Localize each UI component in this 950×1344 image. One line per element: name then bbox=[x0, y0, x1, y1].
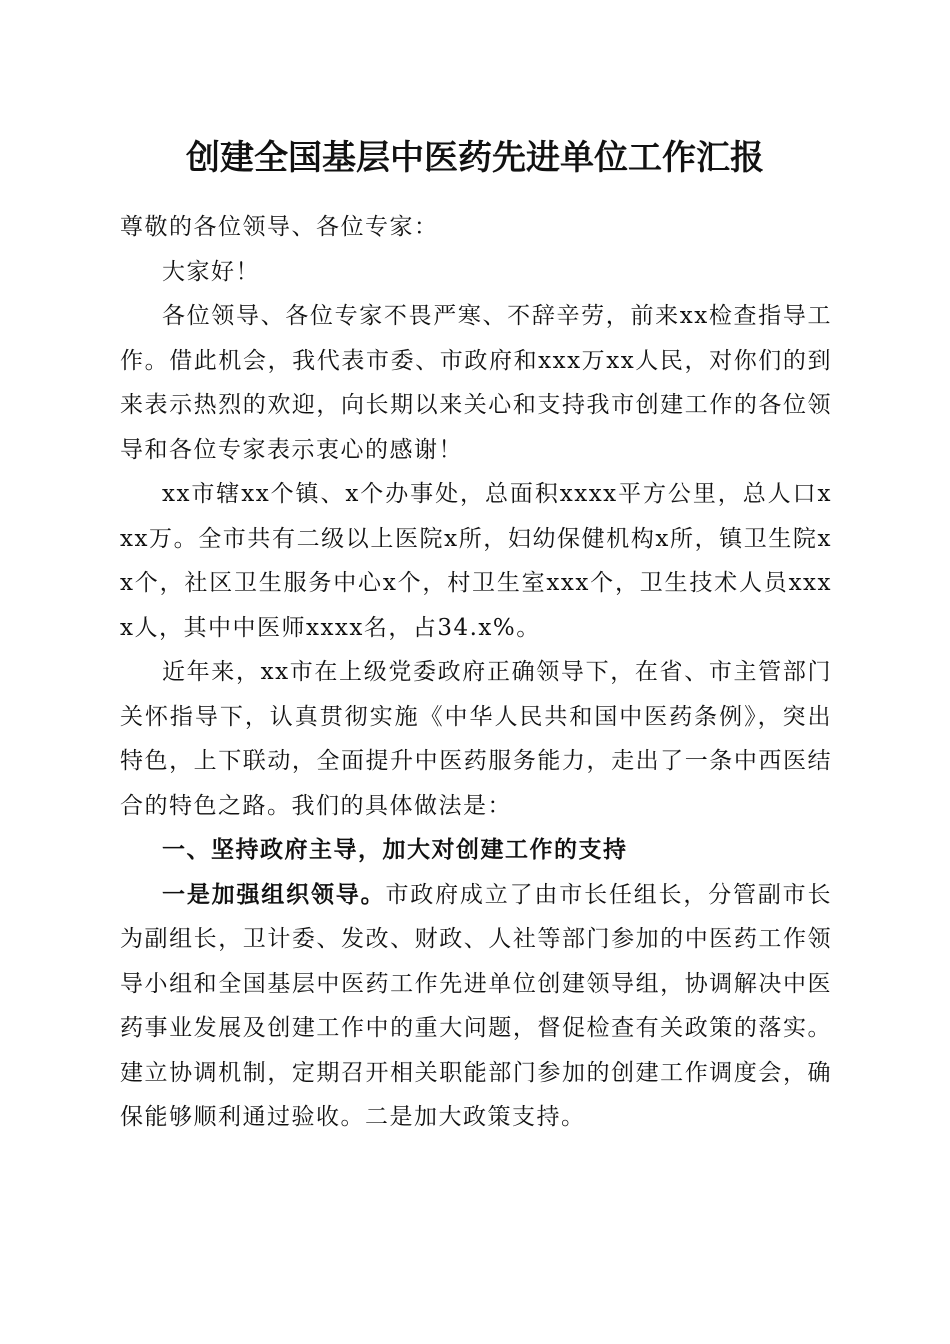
paragraph-overview: xx市辖xx个镇、x个办事处，总面积xxxx平方公里，总人口xxx万。全市共有二级以上医院x所，妇幼保健机构x所，镇卫生院xx个，社区卫生服务中心x个，村卫生室xxx个，卫生技术人员xxxx人，其中中医师xxxx名，占34.x%。 bbox=[120, 481, 832, 641]
section-lead: 一是加强组织领导。 bbox=[162, 880, 386, 908]
document-title: 创建全国基层中医药先进单位工作汇报 bbox=[186, 138, 764, 178]
paragraph-intro: 近年来，xx市在上级党委政府正确领导下，在省、市主管部门关怀指导下，认真贯彻实施《中华人民共和国中医药条例》，突出特色，上下联动，全面提升中医药服务能力，走出了一条中西医结合的特色之路。我们的具体做法是： bbox=[120, 659, 832, 819]
section-paragraph bbox=[120, 873, 832, 1140]
document-body bbox=[120, 205, 832, 1140]
paragraph-welcome: 各位领导、各位专家不畏严寒、不辞辛劳，前来xx检查指导工作。借此机会，我代表市委、市政府和xxx万xx人民，对你们的到来表示热烈的欢迎，向长期以来关心和支持我市创建工作的各位领导和各位专家表示衷心的感谢！ bbox=[120, 303, 832, 463]
section-body: 市政府成立了由市长任组长，分管副市长为副组长，卫计委、发改、财政、人社等部门参加的中医药工作领导小组和全国基层中医药工作先进单位创建领导组，协调解决中医药事业发展及创建工作中的重大问题，督促检查有关政策的落实。建立协调机制，定期召开相关职能部门参加的创建工作调度会，确保能够顺利通过验收。二是加大政策支持。 bbox=[120, 881, 833, 1130]
section-heading: 一、坚持政府主导，加大对创建工作的支持 bbox=[162, 837, 628, 863]
salutation: 尊敬的各位领导、各位专家： bbox=[120, 214, 439, 240]
greeting: 大家好！ bbox=[162, 258, 260, 285]
